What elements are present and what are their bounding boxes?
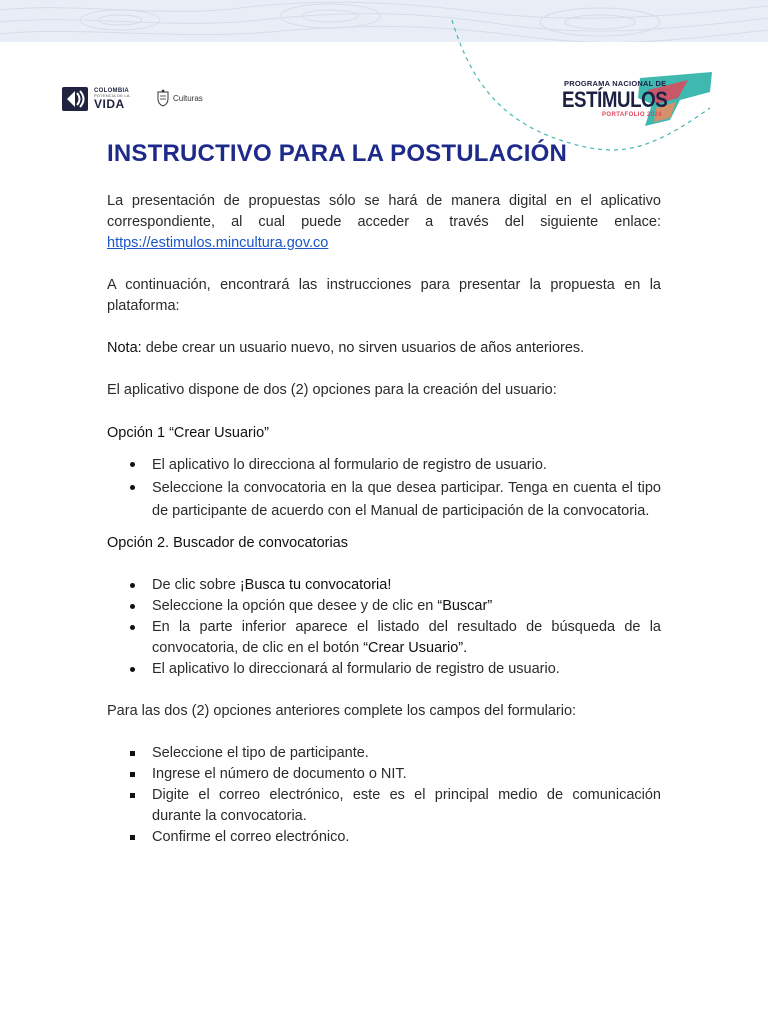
- estimulos-logo-line2: ESTÍMULOS: [562, 87, 668, 112]
- document-body: [107, 140, 661, 848]
- list-item: Seleccione la convocatoria en la que desea participar. Tenga en cuenta el tipo de participante de acuerdo con el Manual de participación de la convocatoria.: [107, 477, 661, 523]
- option2-list: [107, 575, 661, 680]
- colombia-potencia-vida-logo: [62, 84, 130, 114]
- colombia-logo-line3: VIDA: [94, 97, 125, 111]
- note-label: Nota:: [107, 340, 142, 356]
- buscar-label: “Buscar”: [437, 598, 493, 614]
- note-text: debe crear un usuario nuevo, no sirven usuarios de años anteriores.: [141, 340, 585, 356]
- document-title: INSTRUCTIVO PARA LA POSTULACIÓN: [107, 140, 567, 167]
- coat-of-arms-icon: [156, 89, 170, 107]
- culturas-logo-label: Culturas: [173, 93, 203, 103]
- option1-heading: Opción 1 “Crear Usuario”: [107, 425, 269, 441]
- crear-usuario-label: “Crear Usuario”.: [363, 640, 468, 656]
- intro-text: La presentación de propuestas sólo se hará de manera digital en el aplicativo correspondiente, al cual puede acceder a través del siguiente enlace:: [107, 193, 661, 230]
- continuation-paragraph: A continuación, encontrará las instrucciones para presentar la propuesta en la plataforma:: [107, 277, 661, 314]
- colombia-logo-line2: POTENCIA DE LA: [94, 93, 130, 98]
- options-intro: El aplicativo dispone de dos (2) opciones para la creación del usuario:: [107, 382, 557, 398]
- colombia-logo-line1: COLOMBIA: [94, 88, 130, 94]
- programa-estimulos-logo: [560, 70, 715, 128]
- list-item: El aplicativo lo direccionará al formulario de registro de usuario.: [107, 659, 661, 680]
- busca-convocatoria-label: ¡Busca tu convocatoria!: [239, 577, 392, 593]
- colombia-waves-icon: [62, 86, 90, 112]
- list-item: Seleccione el tipo de participante.: [107, 743, 661, 764]
- option2-heading: Opción 2. Buscador de convocatorias: [107, 535, 348, 551]
- intro-paragraph: [107, 191, 661, 254]
- list-item: Ingrese el número de documento o NIT.: [107, 764, 661, 785]
- culturas-logo: [156, 89, 203, 107]
- estimulos-link[interactable]: https://estimulos.mincultura.gov.co: [107, 235, 329, 251]
- topographic-pattern: [0, 0, 768, 42]
- list-item: [107, 575, 661, 596]
- estimulos-logo-line1: PROGRAMA NACIONAL DE: [564, 79, 667, 88]
- list-item: El aplicativo lo direcciona al formulario de registro de usuario.: [107, 454, 661, 477]
- note-paragraph: [107, 338, 661, 359]
- option2-item3-text: En la parte inferior aparece el listado del resultado de búsqueda de la convocatoria, de clic en el botón: [152, 619, 661, 656]
- list-item: Digite el correo electrónico, este es el principal medio de comunicación durante la convocatoria.: [107, 785, 661, 827]
- list-item: Confirme el correo electrónico.: [107, 827, 661, 848]
- form-intro: Para las dos (2) opciones anteriores complete los campos del formulario:: [107, 703, 577, 719]
- option2-item1-text: De clic sobre: [152, 577, 240, 593]
- form-steps-list: [107, 743, 661, 848]
- estimulos-logo-line3: PORTAFOLIO 2024: [602, 112, 662, 118]
- option1-list: [107, 454, 661, 523]
- list-item: [107, 596, 661, 617]
- list-item: [107, 617, 661, 659]
- option2-item2-text: Seleccione la opción que desee y de clic en: [152, 598, 438, 614]
- header-band: [0, 0, 768, 42]
